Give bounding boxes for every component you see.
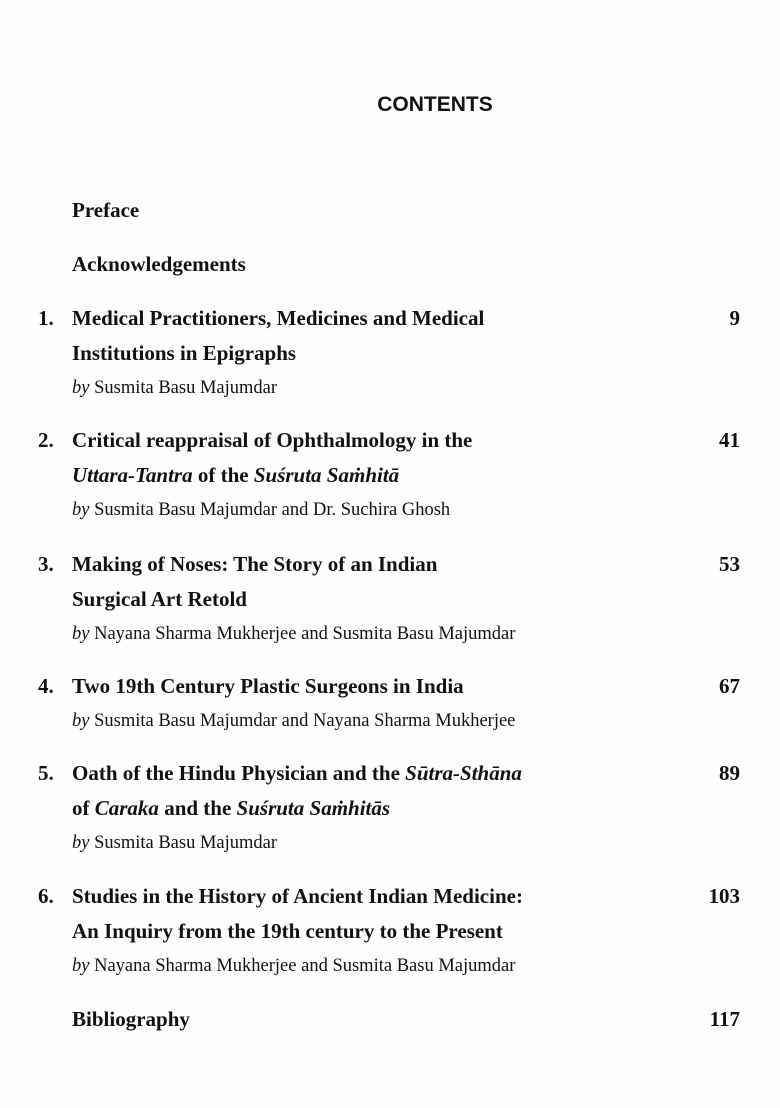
title-segment: Institutions in Epigraphs: [72, 341, 297, 365]
title-segment: and the: [158, 796, 237, 820]
byline-authors: Susmita Basu Majumdar and Dr. Suchira Ghosh: [89, 500, 451, 520]
entry-title-line: [72, 879, 780, 914]
page-number: 103: [708, 884, 740, 908]
entry-title-line: [72, 756, 780, 791]
entry-body: [72, 756, 780, 860]
page-number: 67: [719, 674, 740, 698]
entry-byline: [72, 617, 780, 651]
title-segment: Surgical Art Retold: [72, 587, 247, 611]
toc-entry[interactable]: [0, 547, 780, 651]
page-title: CONTENTS: [377, 93, 493, 116]
title-segment: Suśruta Saṁhitā: [253, 463, 400, 487]
entry-byline: [72, 949, 780, 983]
entry-body: [72, 1002, 780, 1037]
entry-title-line: [72, 547, 780, 582]
title-segment: Uttara-Tantra: [72, 463, 193, 487]
title-segment: Studies in the History of Ancient Indian Medicine:: [72, 884, 523, 908]
page-number: 53: [719, 552, 740, 576]
title-segment: Suśruta Saṁhitās: [236, 796, 391, 820]
toc-entry[interactable]: [0, 756, 780, 860]
entry-number: 2.: [38, 428, 54, 452]
entry-title-line: [72, 1002, 780, 1037]
title-segment: Acknowledgements: [72, 252, 246, 276]
entry-body: [72, 879, 780, 983]
entry-number: 1.: [38, 306, 54, 330]
entry-byline: [72, 493, 780, 527]
byline-authors: Susmita Basu Majumdar: [89, 378, 278, 398]
byline-by: by: [72, 833, 90, 853]
byline-authors: Nayana Sharma Mukherjee and Susmita Basu Majumdar: [89, 956, 516, 976]
entry-number: 4.: [38, 674, 54, 698]
entry-title-line: [72, 914, 780, 949]
title-segment: Two 19th Century Plastic Surgeons in India: [72, 674, 464, 698]
entry-title-line: [72, 791, 780, 826]
entry-number: 5.: [38, 761, 54, 785]
byline-authors: Susmita Basu Majumdar and Nayana Sharma Mukherjee: [89, 711, 516, 731]
byline-by: by: [72, 378, 90, 398]
entry-title-line: [72, 458, 780, 493]
entry-body: [72, 669, 780, 738]
entry-title-line: [72, 336, 780, 371]
toc-entry[interactable]: [0, 669, 780, 738]
entry-title-line: [72, 582, 780, 617]
byline-by: by: [72, 956, 90, 976]
toc-entry[interactable]: [0, 423, 780, 527]
entry-byline: [72, 704, 780, 738]
page-number: 117: [709, 1007, 740, 1031]
toc-entry[interactable]: [0, 879, 780, 983]
title-segment: Sūtra-Sthāna: [405, 761, 522, 785]
title-segment: of: [72, 796, 95, 820]
title-segment: Caraka: [94, 796, 159, 820]
entry-title-line: [72, 669, 780, 704]
toc-entry[interactable]: [0, 1002, 780, 1037]
title-segment: Medical Practitioners, Medicines and Medical: [72, 306, 485, 330]
entry-title-line: [72, 247, 780, 282]
title-segment: Preface: [72, 198, 140, 222]
byline-by: by: [72, 624, 90, 644]
title-segment: An Inquiry from the 19th century to the Present: [72, 919, 503, 943]
entry-body: [72, 301, 780, 405]
title-segment: Making of Noses: The Story of an Indian: [72, 552, 438, 576]
page-number: 89: [719, 761, 740, 785]
title-segment: Critical reappraisal of Ophthalmology in the: [72, 428, 473, 452]
entry-body: [72, 423, 780, 527]
byline-by: by: [72, 711, 90, 731]
byline-authors: Nayana Sharma Mukherjee and Susmita Basu Majumdar: [89, 624, 516, 644]
entry-number: 3.: [38, 552, 54, 576]
entry-title-line: [72, 423, 780, 458]
toc-entry[interactable]: [0, 193, 780, 228]
entry-body: [72, 247, 780, 282]
title-segment: Oath of the Hindu Physician and the: [72, 761, 406, 785]
entry-body: [72, 193, 780, 228]
byline-by: by: [72, 500, 90, 520]
entry-title-line: [72, 193, 780, 228]
entry-body: [72, 547, 780, 651]
byline-authors: Susmita Basu Majumdar: [89, 833, 278, 853]
page-number: 41: [719, 428, 740, 452]
entry-number: 6.: [38, 884, 54, 908]
toc-entry[interactable]: [0, 301, 780, 405]
toc-entry[interactable]: [0, 247, 780, 282]
entry-title-line: [72, 301, 780, 336]
title-segment: of the: [192, 463, 254, 487]
title-segment: Bibliography: [72, 1007, 190, 1031]
page-number: 9: [729, 306, 740, 330]
entry-byline: [72, 371, 780, 405]
entry-byline: [72, 826, 780, 860]
